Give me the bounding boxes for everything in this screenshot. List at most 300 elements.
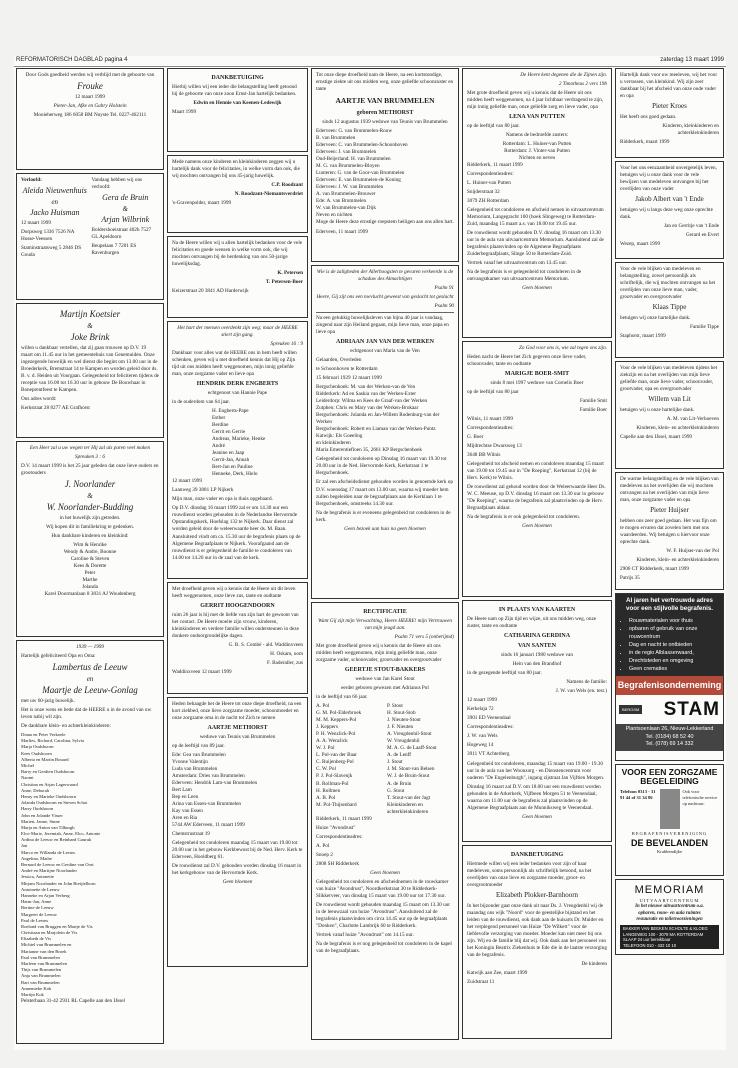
werken-text-3: Er zal een afscheidsdienst gehouden worden in genoemde kerk op D.V. woensdag 17 maart om 13.00 uur, waarna wij moeder hem zullen begeleiden naar de begraafplaats aan de Kerklaan 1 te Bergschenhoek, omstreeks 14.30 uur. — [316, 479, 453, 507]
leeuw-name-item: Margreet de Leeuw — [21, 911, 57, 917]
anniversary-de-leeuw — [16, 640, 164, 1044]
bakkers-place: Ridderkerk, 11 maart 1999 — [316, 815, 372, 822]
brummelen-family-item: Ederveen: G. van Brummelen-Rouw — [316, 128, 393, 135]
bakkers-family-item: P. H. Wenzlick-Pol — [316, 731, 356, 738]
hoogendoorn-sign-3: F. Baderaller, zus — [267, 660, 303, 667]
santen-text-2: Gelegenheid tot condoleren, maandag 15 maart van 19.00 - 19.30 uur in de aula van het Woonzorg - en Dienstencentrum voor ouderen "De Engelenburgh", ingang zijstraat Jan Vijftien Morgen. — [467, 760, 605, 781]
obituary-hoogendoorn — [167, 582, 308, 694]
brummelen-sub: sinds 12 augustus 1939 weduwe van Teunis van Brummelen — [322, 119, 448, 126]
bakkers-age: in de leeftijd van 66 jaar. — [316, 694, 368, 701]
engberts-quote: Het hart der mensen overdenkt zijn weg; maar de HEERE stiert zijn gang. — [177, 325, 298, 339]
engaged-name-2: Jacko Huisman — [29, 208, 80, 217]
werken-quote2-ref: Psalm 90 — [434, 303, 454, 310]
leeuw-intro: Hartelijk gefeliciteerd Opa en Oma: — [21, 653, 96, 660]
ad-stam-begrafenis — [615, 593, 724, 761]
putten-corr: Correspondentieadres: — [467, 171, 514, 178]
aartje-text-2: Gelegenheid tot condoleren maandag 15 maart van 19.00 tot 20.00 uur in het gebouw Kerkbewust bij de Ned. Herv. Kerk te Ederveen, Hooldberg 61. — [172, 840, 303, 861]
aartje-family-item: Yvonne Valentijn — [172, 759, 208, 766]
bakkers-family-left — [316, 703, 383, 815]
tippe-name: Klaas Tippe — [652, 303, 687, 312]
tippe-text: Voor de vele blijken van medeleven en belangstelling, zowel persoonlijk als schriftelijk, die wij mochten ontvangen na het overlijden van onze lieve man, vader, grootvader en overgrootvader — [620, 266, 716, 301]
engberts-family-item: Henneke, Derk, Hielo — [212, 471, 258, 478]
putten-place: Ridderkerk, 11 maart 1999 — [467, 162, 523, 169]
thanks-petersen — [167, 236, 308, 318]
ad-bevelanden-company: BEGRAFENISVERENIGING — [631, 830, 708, 836]
leeuw-name-item: Mirjam Noorlander en John Breijtelhorn — [21, 880, 96, 886]
obituary-boer-smit — [462, 341, 612, 597]
boer-text: Heden nacht de Heere het Zich gegeven onze lieve vader, schoonvader, tante en oudtante — [467, 354, 587, 368]
engberts-family-item: H. Engberts-Pape — [212, 408, 249, 415]
thanks-van-t-ende — [615, 161, 724, 259]
leeuw-name-item: Antoinette de Leeuw — [21, 886, 60, 892]
column-1 — [16, 68, 164, 1047]
bakkers-family-item: M. Pol-Thijsenbard — [316, 801, 357, 808]
thanks-birth — [167, 68, 308, 152]
wedding-amp: & — [87, 321, 93, 330]
birth-intro: Door Gods goedheid werden wij verblijd met de geboorte van — [25, 72, 155, 78]
bakkers-family — [316, 703, 454, 815]
leeuw-name-item: Marja en Anton van Tilburgh — [21, 824, 75, 830]
obituary-van-putten — [462, 68, 612, 338]
plokker-text: Hiermede willen wij een ieder bedanken voor zijn of haar medeleven, soms persoonlijk als schriftelijk betoond, na het overlijden van onze lieve en zorgzame moeder, groot- en overgrootmoeder — [467, 861, 592, 889]
boer-sign-1: Familie Smit — [580, 398, 607, 405]
anniversary-text-2: Wij hopen dit in familiekring te gedenken. — [45, 524, 135, 531]
werken-text-2: Gelegenheid tot condoleren op Dinsdag 16 maart van 19.30 tot 20.00 uur in de Ned. Hervormde Kerk, Kerkstraat 1 te Bergschenhoek. — [316, 456, 447, 477]
wedding-name-1: Martijn Koetsier — [59, 309, 121, 319]
santen-sign-2: J. W. van Wels (en. test.) — [555, 688, 607, 695]
putten-foot: Geen bloemen — [522, 285, 552, 292]
engberts-family-item: Esther — [212, 415, 226, 422]
santen-corr-4: 3911 VT Achterberg — [467, 751, 510, 758]
ad-memoriam-tag-3: restauratie en toiletvoorzieningen — [636, 916, 703, 922]
bakkers-family-item: J. M. Stout-van Belsen — [387, 766, 435, 773]
ende-sign-2: Gerard en Evert — [685, 231, 719, 238]
brummelen-family-item: Oud-Beijerland: H. van Brummelen — [316, 156, 391, 163]
plokker-place: Katwijk aan Zee, maart 1999 — [467, 969, 528, 976]
engberts-name: HENDRIK DERK ENGBERTS — [196, 381, 279, 388]
santen-text: De Heere nam op Zijn tijd en wijze, uit ons midden weg, onze zuster, tante en oudtante — [467, 616, 597, 630]
putten-quote-ref: 2 Timotheus 2 vers 19b — [558, 81, 607, 88]
bakkers-family-item: W. J. de Bruin-Stout — [387, 773, 430, 780]
bakkers-family-item: P. J. Pol-Slavenjk — [316, 773, 353, 780]
anniversary-child-item: Wendy & Andre, Boonne — [63, 549, 117, 556]
leeuw-name-item: Roeland van Bruggen en Martje de Vis — [21, 923, 93, 929]
aartje-family-item: Aren en Ria — [172, 815, 198, 822]
ad-stam-tel-1: Tel. (0184) 68 52 40 — [645, 733, 694, 740]
ad-stam-logo-row — [616, 695, 723, 725]
ad-memoriam-addr-3: SLAAP 24 uur bereikbaar — [623, 937, 671, 943]
thanks-title: DANKBETUIGING — [211, 75, 264, 81]
werken-quote-2: Heere, Gij zijt ons een toevlucht geweest van geslacht tot geslacht — [316, 294, 454, 301]
anniversary-addr: Karel Doormanlaan 8 3831 AJ Woudenberg — [44, 591, 136, 598]
leeuw-name-item: Martijn Kok — [21, 991, 44, 997]
roodzant-sign-2: N. Roodzant-Niemantsverdriet — [234, 191, 303, 198]
obituary-van-der-werken — [311, 265, 459, 599]
hoogendoorn-sign-2: H. Oskam, oom — [270, 651, 303, 658]
bakkers-family-item: A. Pol — [316, 703, 330, 710]
engberts-text-2: Mijn man, onze vader en opa is thuis opgebaard. — [172, 496, 273, 503]
werken-family-item: Bergschenhoek: M. van der Werken-van de Ven — [316, 384, 416, 391]
boer-age: op de leeftijd van 80 jaar — [467, 389, 519, 396]
ad-stam-contact — [616, 724, 723, 751]
thanks-plokker — [462, 845, 612, 1039]
ad-stam-banner: Begrafenisonderneming — [616, 676, 723, 694]
anniversary-child-item: Jolanda — [82, 584, 98, 591]
putten-family-item: Nichten en neven — [518, 155, 556, 162]
ad-stam-head: Al jaren het vertrouwde adres voor een stijlvolle begrafenis. — [626, 597, 713, 613]
engagement-right-head: Vandaag hebben wij ons verloofd: — [91, 177, 143, 191]
ad-bevelanden-photo — [660, 789, 680, 829]
santen-corr: Correspondentieadres: — [467, 724, 514, 731]
engaged-addr-1: Dorpsweg 1336 7526 NA Hosse-Veessen — [21, 228, 75, 242]
brummelen-family-item: A. van Brummelen-Brouwer — [316, 191, 376, 198]
aartje-family-item: Kay van Essen — [172, 808, 203, 815]
ad-stam-addr: Plantsoenlaan 26, Nieuw-Lekkerland — [625, 726, 714, 733]
plokker-name: Elizabeth Plokker-Barnhoorn — [495, 891, 579, 900]
leeuw-name-item: Michel — [21, 763, 35, 769]
brummelen-text: Tot onze diepe droefheid nam de Heere, na een kortstondige, ernstige ziekte uit ons midden weg, onze geliefde schoonzuster en tante — [316, 72, 454, 93]
ad-bevelanden-place: Krabbendijke — [656, 848, 682, 854]
boer-corr-2: G. Boer — [467, 434, 484, 441]
bakkers-family-item: A. de Bruin — [387, 780, 412, 787]
leeuw-name-item: Christiaan en Marjolein de Vis — [21, 930, 78, 936]
anniversary-name-2: W. Noorlander-Budding — [46, 502, 134, 513]
engagement-head: Verloofd: — [21, 177, 42, 183]
lit-sign-2: Kinderen, klein- en achterkleinkinderen — [636, 424, 719, 431]
bakkers-family-item: L. Pol-van der Baar — [316, 752, 357, 759]
bakkers-foot: Geen bloemen — [370, 869, 400, 876]
leeuw-name-item: Marleen van Brummelen — [21, 961, 67, 967]
thanks-kroes — [615, 68, 724, 158]
leeuw-name-item: Marianne van den Broek — [21, 948, 67, 954]
bakkers-family-item: J. Nieuten-Stout — [387, 717, 421, 724]
boer-text-2: Gelegenheid tot afscheid nemen en condoleren maandag 15 maart van 19.00 tot 19.45 uur in "De Roeping", Kerkstraat 12 (bij de Herv. Kerk) te Wilnis. — [467, 461, 604, 482]
obituary-aartje-methorst — [167, 697, 308, 967]
leeuw-names-list — [21, 732, 159, 998]
santen-age: in de gezegende leeftijd van 80 jaar. — [467, 670, 542, 677]
werken-family-item: Bergschenhoek: Jolanda en Jan-Willem Rodenburg-van der Werken — [316, 412, 440, 426]
putten-corr-3: Snijderstraat 32 — [467, 189, 500, 196]
engberts-addr: Laanweg 39 3881 LP Nijkerk — [172, 487, 234, 494]
boer-text-3: De rouwdienst zal gehoud worden door de Weleerwaarde Heer Ds. W. C. Meeuse, op D.V. dinsdag 16 maart om 13.30 uur in gebouw "De Roeping", waarna de begrafenis zal plaatsvinden op de Herv. Begraafplaats aldaar. — [467, 484, 606, 512]
bakkers-family-item: W. Vreugdenhil — [387, 738, 420, 745]
santen-sub-2: Hein van den Brandhof — [512, 661, 562, 668]
lit-name: Willem van Lit — [648, 395, 691, 404]
anniversary-child-item: Marthe — [82, 577, 98, 584]
aartje-age: op de leeftijd van 89 jaar. — [172, 743, 225, 750]
bakkers-home-2: Correspondentieadres: — [316, 833, 363, 840]
thanks-van-lit — [615, 361, 724, 469]
roodzant-sign-1: C.P. Roodzant — [271, 182, 303, 189]
hoogendoorn-name: GERRIT HOOGENDOORN — [200, 603, 275, 610]
column-4 — [462, 68, 612, 1042]
bakkers-family-item: A. A. Wenzlick — [316, 738, 348, 745]
petersen-addr: Keizerstraat 20 3841 AD Harderwijk — [172, 288, 249, 295]
ad-bevelanden-title: VOOR EEN ZORGZAME BEGELEIDING — [621, 767, 718, 787]
aartje-foot: Geen bloemen — [222, 879, 253, 886]
ende-text: Voor het ons eenzaamheid onvergetelijk leven, betuigen wij u onze dank voor de vele bewijzen van medeleven ontvangen bij het overlijden van onze vader — [620, 165, 717, 193]
bakkers-family-item: G. Stout — [387, 787, 405, 794]
column-2 — [167, 68, 308, 970]
ad-stam-tel-2: Tel. (078) 69 14 332 — [645, 741, 694, 748]
brummelen-text-2: Moge de Heere deze ernstige roepstem heiligen aan ons allen hart. — [316, 219, 454, 226]
anniversary-child-item: Wim & Henrike — [73, 542, 107, 549]
boer-text-4: Na de begrafenis is er ook gelegenheid tot condoleren. — [467, 514, 581, 521]
boer-sign-2: Familie Boer — [579, 407, 607, 414]
roodzant-place: 's-Gravenpolder, maart 1999 — [172, 200, 232, 207]
werken-name: ADRIAAN JAN VAN DER WERKEN — [335, 339, 434, 346]
engberts-date: 12 maart 1999 — [172, 478, 202, 485]
brummelen-family-item: Lunteren: G. van de Goor-van Brummelen — [316, 170, 405, 177]
werken-addr: Maria Emerentiefloen 35, 2661 KP Bergschenhoek — [316, 447, 423, 454]
leeuw-name-item: Naomi — [21, 775, 34, 781]
brummelen-family-list — [316, 128, 454, 219]
huijser-sign-1: W. F. Huijser-van der Pol — [666, 547, 719, 554]
bakkers-home-4: Snoep 2 — [316, 851, 333, 858]
huijser-addr-2: Patrijs 35 — [620, 574, 640, 581]
boer-quote: Zo God voor ons is, wie zal tegen ons zijn. — [518, 345, 607, 351]
putten-text-5: Na de begrafenis is er gelegenheid tot condoleren in de ontvangstkamer van uitvaartcentrum Memorium. — [467, 269, 582, 283]
tippe-text-2: betuigen wij onze hartelijke dank. — [620, 314, 691, 321]
brummelen-name-2: geboren METHORST — [356, 110, 414, 117]
kroes-place: Ridderkerk, maart 1999 — [620, 138, 670, 145]
leeuw-name-item: Michiel van Brummelen en — [21, 942, 72, 948]
anniversary-amp: & — [87, 491, 93, 500]
ad-stam-brand: STAM — [663, 698, 720, 720]
birth-parents: Pieter-Jan, Afke en Gabry Holstein — [53, 102, 127, 109]
bakkers-family-item: A. Vreugdenhil-Stout — [387, 731, 432, 738]
santen-sub: sinds 16 januari 1980 weduwe van — [501, 652, 573, 659]
header-left: REFORMATORISCH DAGBLAD pagina 4 — [16, 57, 128, 63]
bakkers-family-item: M. A. G. de Laaff-Stout — [387, 745, 437, 752]
plokker-sign: De kinderen — [581, 960, 607, 967]
leeuw-name-item: Elizabeth de Vis — [21, 936, 52, 942]
hoogendoorn-place: Waddinxveen 12 maart 1999 — [172, 669, 232, 676]
huijser-name: Pieter Huijser — [650, 506, 689, 515]
ad-bevelanden-contact: Telefoon 0313 - 31 91 44 of 31 34 86 — [620, 788, 656, 800]
bakkers-family-item: H. Rollmen — [316, 787, 341, 794]
leeuw-name-item: Paul van Brummelen — [21, 954, 60, 960]
roodzant-text: Mede namens onze kinderen en kleinkinderen zeggen wij u hartelijk dank voor de felicitaties, in welke vorm dan ook, die wij mochten ontvangen bij ons 45-jarig huwelijk. — [172, 159, 300, 180]
bakkers-home-3: A. Pol — [316, 842, 330, 849]
putten-quote: De Heere kent degenen die de Zijnen zijn. — [520, 72, 607, 78]
engberts-text-3: Op D.V. dinsdag 16 maart 1999 zal er om 14.30 uur een rouwdienst worden gehouden in de Nederlandse Hervormde Opstandingskerk, Hoefslag 132 te Nijkerk. Daar dienst zal worden geleid door de weleerwaarde heer ds. M. Baan. Aansluitend vindt om ca. 15.30 uur de begrafenis plaats op de Algemene Begraafplaats te Nijkerk. Voorafgaand aan de rouwdienst is er gelegenheid de familie te condoleren van 14.00 tot 14.20 uur in de zaal van de kerk. — [172, 505, 301, 561]
aartje-name: AARTJE METHORST — [207, 725, 268, 732]
putten-sign-head: Namens de bedroefde zusters: — [505, 132, 569, 139]
aartje-family-item: Arina van Essen-van Brummelen — [172, 801, 242, 808]
aartje-family-item: Ederveen: Hendrik Lam-van Brummelen — [172, 780, 258, 787]
putten-text: Met grote droefheid geven wij u kennis dat de Heere uit ons midden heeft weggenomen, na 4 jaar lichtbaar verdragend te zijn, mijn innig geliefde man, onze geliefde zorg en lieve vader, opa — [467, 90, 604, 111]
kroes-text-2: Het heeft ons goed gedaan. — [620, 113, 677, 120]
leeuw-name-1: Lambertus de Leeuw — [52, 662, 128, 673]
aartje-family-item: Luda van Brummelen — [172, 766, 218, 773]
obituary-van-brummelen — [311, 68, 459, 262]
leeuw-name-item: Barry en Gerdien Oudshoorn — [21, 769, 75, 775]
engberts-sub: echtgenoot van Hannie Pape — [207, 390, 268, 397]
anniversary-child-item: Peter — [84, 570, 96, 577]
kroes-sign: Kinderen, kleinkinderen en achterkleinkinderen — [662, 122, 719, 136]
engaged-name-1: Aleida Nieuwenhuis — [22, 186, 87, 196]
bakkers-family-item: G. M. Pol-Elderbroek — [316, 710, 362, 717]
thanks-date: Maart 1999 — [172, 109, 197, 116]
leeuw-name-item: Bernard de Leeuw en Gerdine van Oort — [21, 862, 94, 868]
werken-family-item: Zutphen: Chris en Mary van der Werken-Brokaar — [316, 405, 419, 412]
tippe-sign: Familie Tippe — [690, 323, 719, 330]
werken-text-4: Na de begrafenis is er eveneens gelegenheid tot condoleren in de kerk. — [316, 509, 451, 523]
engberts-age: in de ouderdom van 64 jaar. — [172, 399, 230, 406]
ad-memoriam-brand: MEMORIAM — [634, 884, 705, 896]
ad-stam-info — [616, 594, 723, 676]
lit-text: Voor de vele blijken van medeleven tijdens het ziekzijn en na het overlijden van mijn lieve geliefde man, onze lieve vader, schoonvader, grootvader, opa en overgrootvader — [620, 365, 718, 393]
santen-foot: Geen bloemen — [522, 813, 552, 820]
obituary-engberts — [167, 321, 308, 579]
ad-stam-item: • in de regio Alblasserwaard, — [629, 649, 718, 657]
leeuw-name-2: Maartje de Leeuw-Gonlag — [42, 685, 138, 696]
column-3 — [311, 68, 459, 1043]
leeuw-name-item: Marco en Willanda de Leeuw — [21, 849, 76, 855]
bakkers-text: Met grote droefheid geven wij u kennis dat de Heere uit ons midden heeft weggenomen, mijn innig geliefde man, onze zorgzame vader, schoonvader, grootvader en overgrootvader — [316, 643, 442, 664]
hoogendoorn-text: Met droefheid geven wij u kennis dat de Heere uit dit leven heeft weggenomen, onze lieve zus, tante en oudtante — [172, 586, 296, 600]
huijser-sign-2: Kinderen, klein- en achterkleinkinderen — [636, 556, 719, 563]
wedding-addr: Kerkstraat 28 8277 AE Grafhorst — [21, 405, 90, 412]
engaged-name-3: Gera de Bruin — [102, 193, 149, 203]
lit-text-2: betuigen wij u onze hartelijke dank. — [620, 406, 695, 413]
bakkers-family-item: A. B. Pol — [316, 794, 336, 801]
bakkers-family-right — [387, 703, 454, 815]
plokker-text-2: In het bijzonder gaat onze dank uit naar Ds. J. Vreugdenhil wij de maandag ons wijk "Noord" voor de geestelijke bijstand en het leiden van de rouwdienst, ook dank aan de huisarts Dr. Mulder en het verplegend personeel van Huize "De Wilkert" voor de liefdevolle verzorging van moeder. Moeder kan niet meer bij ons zijn. Wij en de familie blij dat wij. Ook dank aan het personeel van het Koningin Beatrix Ziekenhuis te Ede die in de laatste verzorging van de begrafenis. — [467, 902, 607, 958]
werken-p2: te Schoonhoven te Rotterdam — [316, 366, 378, 373]
anniversary-text-3: Hun dankbare kinderen en kleinkind: — [51, 533, 129, 540]
thanks-sign: Edwin en Hennie van Keenen-Ledewijk — [193, 100, 282, 107]
ad-bevelanden-name: DE BEVELANDEN — [630, 837, 708, 848]
leeuw-name-item: Christina en Arjan Lagerwaard — [21, 781, 78, 787]
bakkers-family-item: C. Ruijenberg-Pol — [316, 759, 354, 766]
birth-name: Frouke — [77, 81, 103, 92]
anniversary-name-1: J. Noorlander — [64, 479, 116, 490]
leeuw-name-item: Kees Oudshoorn — [21, 750, 52, 756]
bakkers-family-item: C. W. Pol — [316, 766, 336, 773]
obituary-stout-bakkers — [311, 602, 459, 1040]
leeuw-name-item: Harry Oudshoorn — [21, 806, 54, 812]
birth-address: Mooieherweg 186 6058 BM Nuyste Tel. 0227-462111 — [33, 111, 147, 118]
leeuw-name-item: Thijs van Brummelen — [21, 967, 62, 973]
thanks-huijser — [615, 472, 724, 590]
ad-bevelanden — [615, 764, 724, 876]
werken-text: Na een gelukkig huwelijksleven van bijna 40 jaar is vandaag, zingend naar zijn Heiland gegaan, mijn lieve man, onze papa en lieve opa — [316, 315, 449, 336]
bakkers-sub-2: eerder geboren gewezen met Adrianus Pol — [341, 685, 429, 692]
wedding-name-2: Joke Brink — [70, 332, 110, 343]
leeuw-name-item: Harm-Jan, Anne — [21, 899, 52, 905]
ad-memoriam-sub: UITVAARTCENTRUM — [639, 897, 700, 903]
putten-name: LENA VAN PUTTEN — [509, 114, 565, 121]
thanks-text: Hierbij willen wij een ieder die belangstelling heeft getoond bij de geboorte van onze zoon Ernst-Jan hartelijk bedanken. — [172, 84, 297, 98]
werken-p1: Gelaarden, Overleden — [316, 357, 362, 364]
aartje-text-3: De rouwdienst zal D.V. gehouden worden dinsdag 16 maart in het kerkgebouw van de Hervormde Kerk. — [172, 863, 302, 877]
werken-quote-ref: Psalm 91 — [434, 285, 454, 292]
boer-corr-3: Mijdrechtse Dwarsweg 13 — [467, 443, 522, 450]
leeuw-sub: met uw 60-jarig huwelijk. — [21, 698, 75, 705]
huijser-text-2: hebben ons zeer goed gedaan. Het was fijn om te mogen ervaren dat zovelen hem met ons waardeerden. Wij betuigen u hiervoor onze oprechte dank. — [620, 517, 717, 545]
ende-sign-1: Jan en Gerritje van 't Ende — [664, 222, 719, 229]
obituary-van-santen — [462, 600, 612, 842]
leeuw-name-item: Diana en Peter Verkoele — [21, 732, 66, 738]
engberts-family-item: André — [212, 443, 225, 450]
anniversary-sub: in het huwelijk zijn getreden. — [59, 515, 121, 522]
bakkers-family-item: J. Stout — [387, 759, 403, 766]
anniversary-quote-ref: Spreuken 3 : 6 — [75, 454, 105, 461]
engberts-family-item: Bert-Jan en Pauline — [212, 464, 253, 471]
kroes-name: Pieter Kroes — [652, 102, 687, 111]
bakkers-text-4: Vertrek vanaf huize "Avondrust" om 14.15 uur. — [316, 931, 414, 938]
santen-corr-2: J. W. van Wels — [467, 733, 498, 740]
brummelen-family-item: Ederveen: J. W. van Brummelen — [316, 184, 384, 191]
ad-stam-item: • opbaren of gebruik van onze rouwcentrum — [629, 625, 718, 641]
bakkers-text-5: Na de begrafenis is er nog gelegenheid tot condoleren in de kapel van de begraafplaats. — [316, 940, 452, 954]
boer-foot: Geen bloemen — [522, 523, 552, 530]
anniversary-children-list — [21, 542, 159, 591]
ad-bevelanden-side: Ook voor telefonische service op nachtuur: — [682, 788, 718, 806]
engaged-amp: & — [122, 204, 128, 213]
leeuw-name-item: Jan — [21, 843, 28, 849]
werken-family-item: Katwijk: Els Goeeling — [316, 433, 363, 440]
brummelen-family-item: Ederveen: E. van Brummelen-de Koning — [316, 177, 401, 184]
bakkers-home: Huize "Avondrust" — [316, 824, 356, 831]
bakkers-family-item: J. Keppers — [316, 724, 338, 731]
ad-memoriam-addr-2: LANGEWEG 100 - 3079 MA ROTTERDAM — [623, 931, 704, 937]
ad-stam-item: • Dag en nacht te ontbieden — [629, 641, 718, 649]
aartje-sub: weduwe van Teunis van Brummelen — [199, 734, 276, 741]
santen-name-2: VAN SANTEN — [517, 643, 557, 650]
engberts-text: Dankbaar voor alles wat de HEERE ons in hem heeft willen schenken, geven wij u met droefheid kennis dat Hij op Zijn tijd uit ons midden heeft weggenomen, mijn innig geliefde man, onze zorgzame vader en lieve opa — [172, 350, 297, 378]
putten-corr-4: 3079 ZH Rotterdam — [467, 198, 509, 205]
ad-stam-item: • Rouwmaterialen voor thuis — [629, 617, 718, 625]
ende-place: Wezep, maart 1999 — [620, 240, 661, 247]
putten-text-4: Vertrek vanaf het uitvaartcentrum om 13.45 uur. — [467, 260, 567, 267]
engaged-name-4: Arjan Wilbrink — [101, 215, 150, 225]
lit-sign-1: A. M. van Lit-Verhoeven — [666, 415, 719, 422]
ad-stam-logo: BERGSM — [619, 705, 642, 714]
anniversary-noorlander — [16, 441, 164, 637]
santen-corr-3: Hogeweg 14 — [467, 742, 494, 749]
leeuw-name-item: Jolanda Oudshoorn en Steven Schot — [21, 800, 88, 806]
leeuw-name-item: Alberta en Martin Bouard — [21, 756, 69, 762]
aartje-addr: 5744 AW Ederveen, 11 maart 1999 — [172, 822, 245, 829]
ad-memoriam-tag-1: In het nieuwe uitvaartcentrum o.a. — [635, 904, 704, 910]
ende-text-2: betuigen wij u langs deze weg onze oprechte dank. — [620, 206, 713, 220]
boer-corr: Correspondentieadres: — [467, 425, 514, 432]
brummelen-family-item: B. van Brummelen — [316, 135, 356, 142]
putten-family-item: Rotterdam: L. Huiner-van Putten — [502, 141, 572, 148]
bakkers-family-item: W. J. Pol — [316, 745, 335, 752]
hoogendoorn-sign-1: G. B. S. Combé - ald. Waddinxveen — [228, 642, 303, 649]
engaged-addr-3: Boldershoeistraat 402b 7527 GL Apeldoorn — [91, 226, 152, 240]
bakkers-home-5: 2808 SH Ridderkerk — [316, 860, 359, 867]
putten-family-item: Rotterdam: J. Vinter-van Putten — [504, 148, 570, 155]
engberts-family-item: Jeanine en Jaap — [212, 450, 245, 457]
wedding-addr-head: Ons adres wordt: — [21, 396, 57, 403]
birth-date: 12 maart 1999 — [75, 93, 105, 100]
werken-p3: 15 februari 1929 12 maart 1999 — [316, 375, 382, 382]
santen-name: CATHARINA GERDINA — [503, 633, 571, 640]
werken-quote: Wie is de zaligheden der Allerhoogsten te gevaren verkeerde is de schaduw des Almachtigen — [316, 269, 454, 283]
werken-family-list — [316, 384, 454, 447]
brummelen-family-item: Ede: A. van Brummelen — [316, 198, 367, 205]
brummelen-date: Ederveen, 11 maart 1999 — [316, 228, 368, 235]
brummelen-name: AARTJE VAN BRUMMELEN — [335, 96, 435, 106]
boer-sub: sinds 8 mei 1997 weduwe van Cornelis Boer — [490, 380, 584, 387]
anniversary-child-item: Kees & Dorette — [73, 563, 107, 570]
bakkers-quote: Want Gij zijt mijn Verwachting, Heere HEERE! mijn Vertrouwen van mijn jeugd aan. — [318, 618, 452, 632]
